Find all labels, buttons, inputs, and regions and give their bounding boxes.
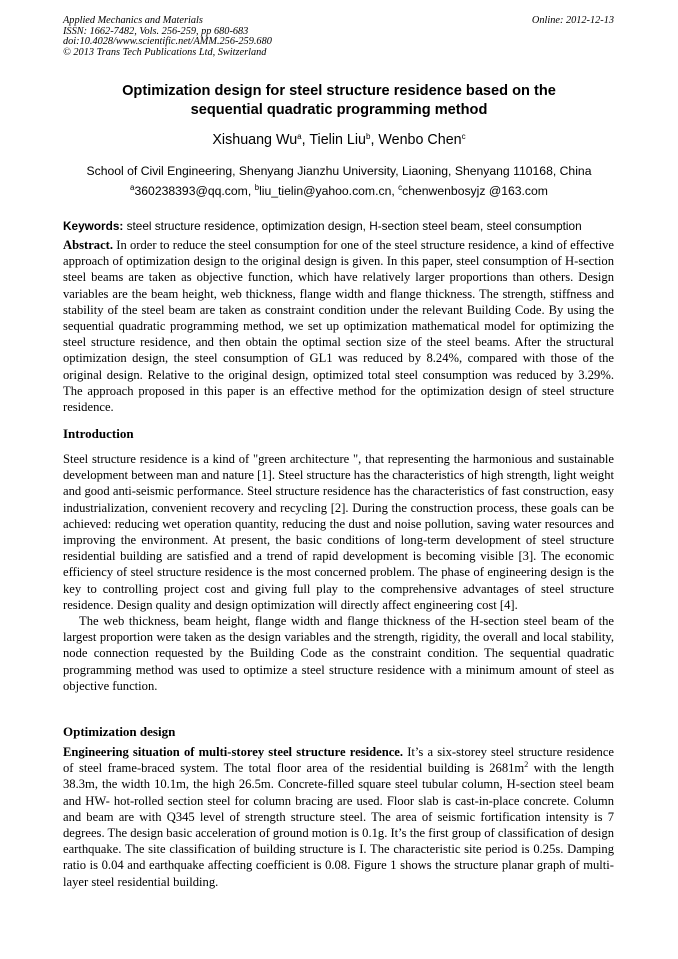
optimization-body — [63, 744, 614, 890]
keywords-text: steel structure residence, optimization design, H-section steel beam, steel consumption — [123, 219, 582, 233]
email-mark: b — [254, 183, 260, 192]
author-mark: c — [461, 132, 466, 141]
author-emails — [40, 183, 638, 199]
author-name: Wenbo Chen — [378, 132, 462, 148]
author-mark: a — [297, 132, 302, 141]
optimization-text-a: It’s a six-storey steel structure residence of steel frame-braced system. The total floor area of the residential building is 2681m — [63, 745, 614, 776]
abstract-label: Abstract. — [63, 238, 114, 252]
introduction-heading: Introduction — [63, 426, 134, 441]
author-name: Xishuang Wu — [212, 132, 298, 148]
author-name: Tielin Liu — [309, 132, 366, 148]
email-mark: c — [398, 183, 403, 192]
online-date: Online: 2012-12-13 — [531, 15, 614, 26]
title-line-1: Optimization design for steel structure residence based on the — [122, 83, 556, 99]
author-mark: b — [366, 132, 371, 141]
journal-issn: ISSN: 1662-7482, Vols. 256-259, pp 680-683 — [63, 25, 249, 37]
email-address: 360238393@qq.com, — [134, 184, 255, 198]
abstract — [63, 237, 614, 415]
optimization-heading: Optimization design — [63, 724, 176, 739]
author-list — [40, 131, 638, 149]
email-address: liu_tielin@yahoo.com.cn, — [259, 184, 399, 198]
paper-title — [40, 82, 638, 120]
journal-copyright: © 2013 Trans Tech Publications Ltd, Switzerland — [63, 46, 267, 58]
journal-info — [63, 16, 272, 58]
author-separator: , — [301, 132, 310, 148]
affiliation: School of Civil Engineering, Shenyang Jianzhu University, Liaoning, Shenyang 110168, China — [86, 164, 592, 178]
journal-name: Applied Mechanics and Materials — [63, 15, 203, 26]
intro-paragraph-1: Steel structure residence is a kind of "green architecture ", that representing the harmonious and sustainable development between man and nature [1]. Steel structure has the characteristics of high strength, light weight and good anti-seismic performance. Steel structure residence has the characteristics of fast construction, easy industrialization, convenient recovery and recycling [2]. During the construction process, these goals can be achieved: reducing wet operation quantity, reducing the dust and noise pollution, saving water resources and improving the environment. At present, the basic conditions of long-term development of steel structure residential building are satisfied and a trend of rapid development is becoming visible [3]. The economic efficiency of steel structure residence is the most concerned problem. The phase of engineering design is the key to controlling project cost and giving full play to the comprehensive advantages of steel structure residence. Design quality and design optimization will directly affect engineering cost [4]. — [63, 452, 614, 612]
keywords — [63, 219, 615, 234]
email-address: chenwenbosyjz @163.com — [402, 184, 548, 198]
author-separator: , — [370, 132, 379, 148]
title-line-2: sequential quadratic programming method — [190, 102, 488, 118]
journal-doi: doi:10.4028/www.scientific.net/AMM.256-259.680 — [63, 36, 272, 47]
introduction-body — [63, 451, 614, 694]
engineering-situation-label: Engineering situation of multi-storey steel structure residence. — [63, 745, 404, 759]
abstract-text: In order to reduce the steel consumption for one of the steel structure residence, a kind of effective approach of optimization design to the original design is given. In this paper, steel consumption of H-section steel beams are taken as objective function, which have relatively larger proportions than others. Design variables are the beam height, web thickness, flange width and flange thickness. The strength, stiffness and stability of the steel beam are taken as constraint condition under the relevant Building Code. By using the sequential quadratic programming method, we set up optimization mathematical model for optimizing the steel structure residence, and then obtain the optimal section size of the steel beams. After the structural optimization design, the steel consumption of GL1 was reduced by 8.24%, compared with those of the original design. Relative to the original design, optimized total steel consumption was reduced by 3.29%. The approach proposed in this paper is an effective method for the optimization design of steel structure residence. — [63, 238, 614, 415]
keywords-label: Keywords: — [63, 219, 124, 233]
area-superscript: 2 — [524, 760, 529, 770]
optimization-text-b: with the length 38.3m, the width 10.1m, the high 26.5m. Concrete-filled square steel tubular column, H-section steel beam and HW- hot-rolled section steel for column bracing are used. Floor slab is cast-in-place concrete. Column and beam are with Q345 level of strength structure steel. The area of seismic fortification intensity is 7 degrees. The design basic acceleration of ground motion is 0.1g. It’s the first group of classification of design earthquake. The site classification of building structure is I. The characteristic site period is 0.25s. Damping ratio is 0.04 and earthquake affecting coefficient is 0.08. Figure 1 shows the structure planar graph of multi-layer steel residential building. — [63, 761, 614, 889]
email-mark: a — [130, 183, 135, 192]
intro-paragraph-2: The web thickness, beam height, flange width and flange thickness of the H-section steel beam of the largest proportion were taken as the design variables and the strength, rigidity, the overall and local stability, node connection requested by the Building Code as the constraint condition. The sequential quadratic programming method was used to optimize a steel structure residence with a minimum amount of steel as objective function. — [63, 614, 614, 693]
